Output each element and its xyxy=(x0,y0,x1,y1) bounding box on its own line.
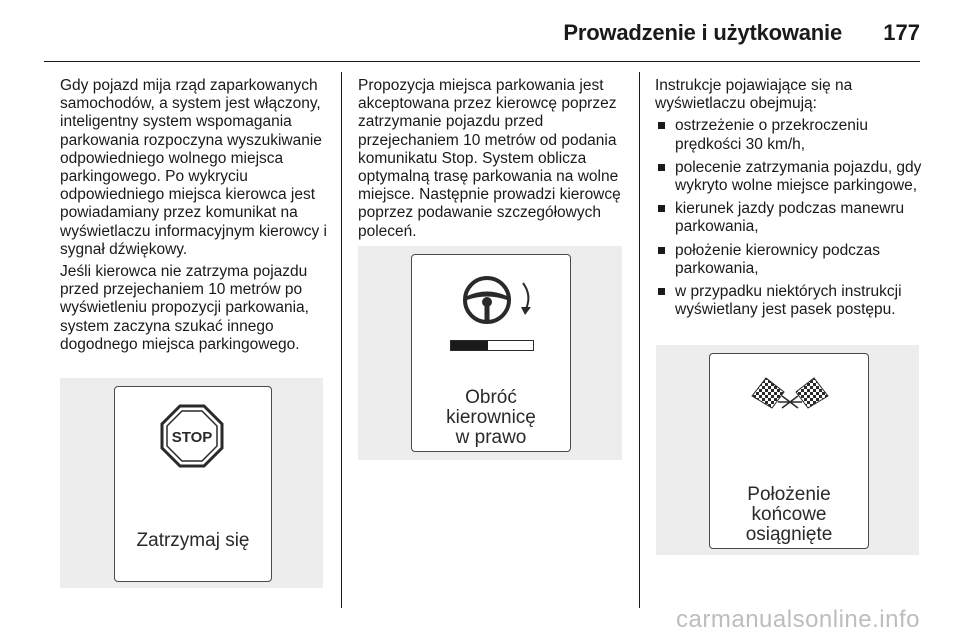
display-panel xyxy=(114,386,272,582)
progress-bar-fill xyxy=(451,341,488,350)
page-title: Prowadzenie i użytkowanie xyxy=(563,20,842,45)
column-1 xyxy=(60,77,330,358)
instruction-list xyxy=(655,117,925,319)
column-divider-1 xyxy=(341,72,342,608)
list-item xyxy=(655,159,925,195)
steering-wheel-icon xyxy=(460,273,514,327)
bullet-icon xyxy=(658,288,665,295)
list-item xyxy=(655,117,925,153)
list-item-text: położenie kierownicy podczas parkowania, xyxy=(675,241,881,277)
bullet-icon xyxy=(658,247,665,254)
page-header xyxy=(0,0,960,64)
bullet-icon xyxy=(658,205,665,212)
header-rule xyxy=(44,61,920,62)
column-divider-2 xyxy=(639,72,640,608)
list-item xyxy=(655,200,925,236)
intro-text: Instrukcje pojawiające się na wyświetlaczu obejmują: xyxy=(655,77,853,113)
watermark: carmanualsonline.info xyxy=(676,606,920,633)
stop-sign-icon xyxy=(160,404,224,468)
stop-sign-text: STOP xyxy=(171,429,213,446)
paragraph: Jeśli kierowca nie zatrzyma pojazdu przed przejechaniem 10 metrów po wyświetleniu propozycji parkowania, system zaczyna szukać innego dogodnego miejsca parkingowego. xyxy=(60,263,309,353)
turn-right-arrow-icon xyxy=(520,281,536,317)
display-message-line-3: osiągnięte xyxy=(745,524,833,545)
bullet-icon xyxy=(658,122,665,129)
display-message-line-1: Obróć xyxy=(465,387,517,408)
checkered-flags-icon xyxy=(750,374,830,414)
display-message-line-2: kierownicę xyxy=(446,407,536,428)
bullet-icon xyxy=(658,164,665,171)
list-item-text: w przypadku niektórych instrukcji wyświetlany jest pasek postępu. xyxy=(675,283,902,319)
figure-final-position xyxy=(656,345,919,555)
display-message-line-3: w prawo xyxy=(455,427,527,448)
list-item-text: polecenie zatrzymania pojazdu, gdy wykryto wolne miejsce parkingowe, xyxy=(675,158,922,195)
paragraph: Propozycja miejsca parkowania jest akceptowana przez kierowcę poprzez zatrzymanie pojazdu przed przejechaniem 10 metrów od podania komunikatu Stop. System oblicza optymalną trasę parkowania na wolne miejsce. Następnie prowadzi kierowcę poprzez podawanie szczegółowych poleceń. xyxy=(358,77,621,240)
display-panel xyxy=(709,353,869,549)
display-message: Zatrzymaj się xyxy=(136,530,250,551)
display-message-line-2: końcowe xyxy=(751,504,827,525)
column-2 xyxy=(358,77,628,245)
list-item xyxy=(655,283,925,319)
progress-bar xyxy=(450,340,534,351)
list-item-text: kierunek jazdy podczas manewru parkowania, xyxy=(675,200,905,236)
display-panel xyxy=(411,254,571,452)
page-number: 177 xyxy=(883,20,920,45)
figure-stop xyxy=(60,378,323,588)
list-item-text: ostrzeżenie o przekroczeniu prędkości 30 km/h, xyxy=(675,117,868,153)
paragraph: Gdy pojazd mija rząd zaparkowanych samochodów, a system jest włączony, inteligentny system wspomagania parkowania rozpoczyna wyszukiwanie odpowiedniego wolnego miejsca parkingowego. Po wykryciu odpowiedniego miejsca kierowca jest powiadamiany przez komunikat na wyświetlaczu informacyjnym kierowcy i sygnał dźwiękowy. xyxy=(60,77,328,258)
figure-steer xyxy=(358,246,622,460)
column-3 xyxy=(655,77,925,324)
display-message-line-1: Położenie xyxy=(747,484,831,505)
list-item xyxy=(655,242,925,278)
